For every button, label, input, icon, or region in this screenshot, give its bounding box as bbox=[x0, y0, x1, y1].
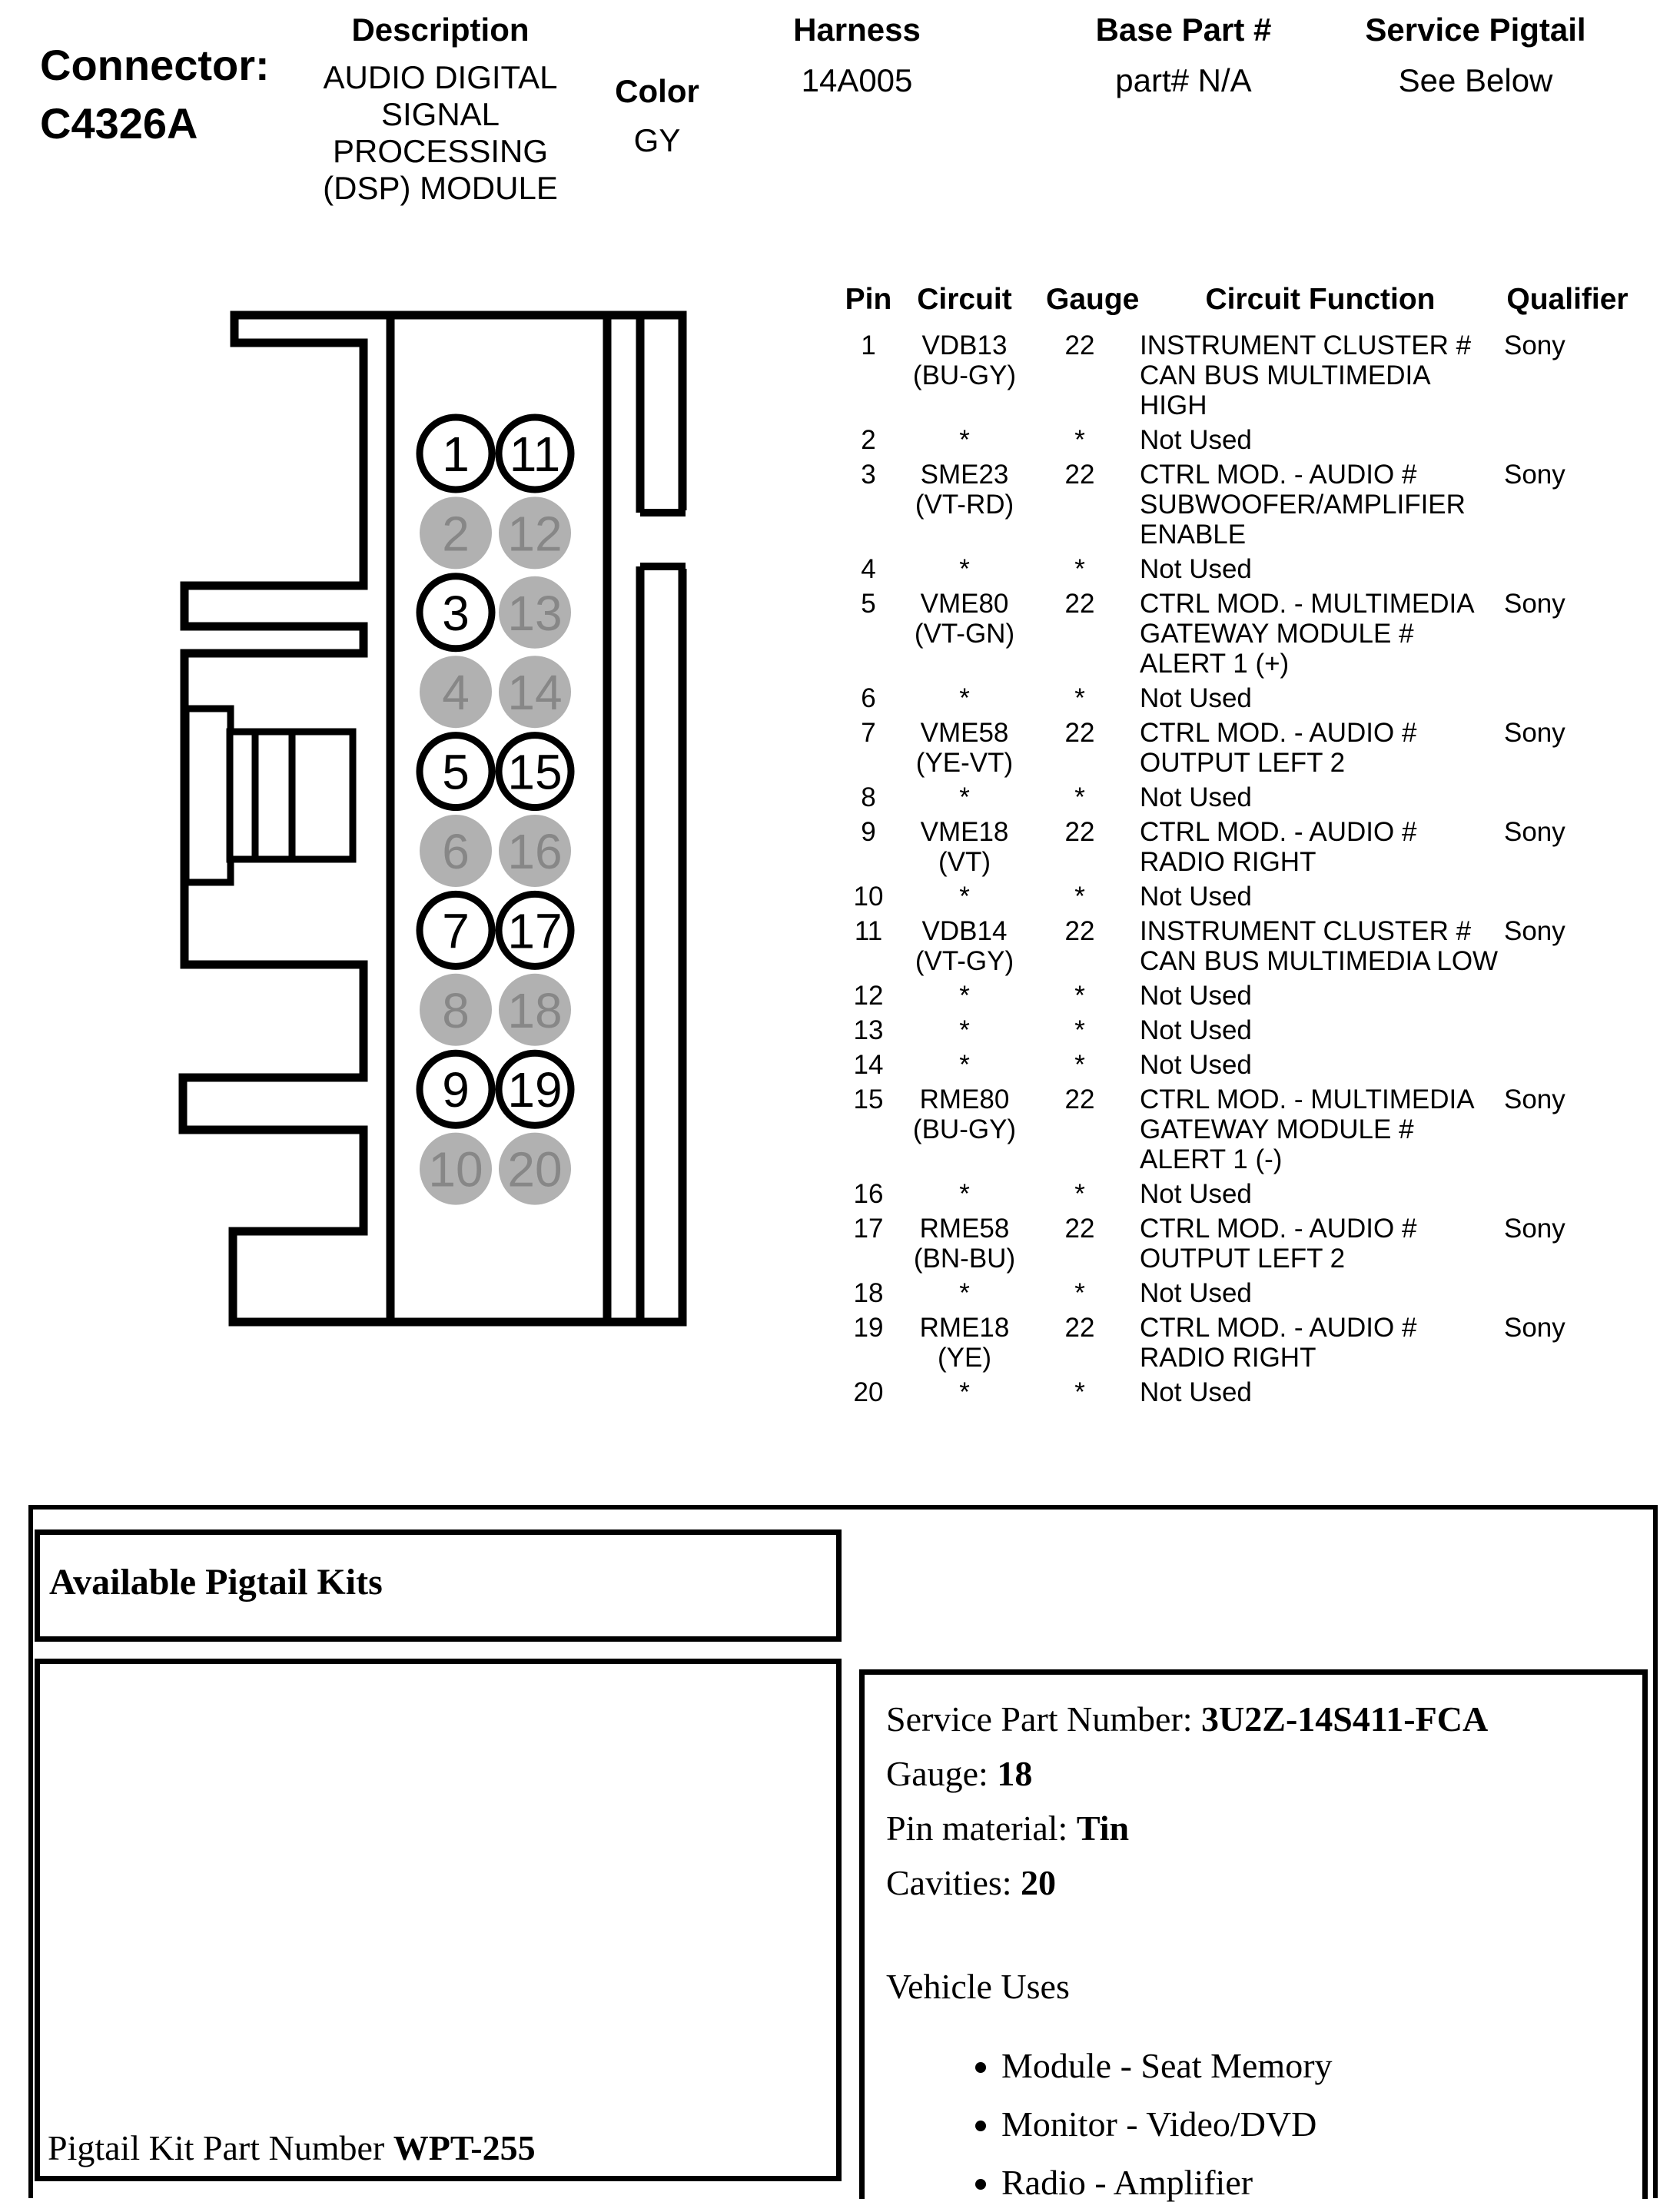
cell-pin: 2 bbox=[861, 425, 876, 455]
cell-pin: 3 bbox=[861, 460, 876, 490]
cell-circuit: VME18 (VT) bbox=[920, 817, 1009, 877]
pin-material-label: Pin material: bbox=[886, 1808, 1077, 1848]
cell-qualifier bbox=[1504, 554, 1631, 584]
cell-pin: 5 bbox=[861, 589, 876, 619]
cell-gauge: 22 bbox=[1064, 1313, 1095, 1343]
description-line: PROCESSING bbox=[332, 133, 549, 169]
cell-qualifier bbox=[1504, 1050, 1631, 1080]
cell-qualifier: Sony bbox=[1504, 916, 1565, 946]
cell-pin: 15 bbox=[853, 1084, 884, 1114]
cell-qualifier: Sony bbox=[1504, 718, 1565, 748]
cell-gauge: * bbox=[1074, 425, 1085, 455]
pigtail-kit-part-label: Pigtail Kit Part Number bbox=[48, 2128, 393, 2167]
cell-pin: 9 bbox=[861, 817, 876, 847]
pin-table-row bbox=[844, 1278, 1635, 1308]
pin-table-row bbox=[844, 589, 1635, 679]
cell-circuit: RME58 (BN-BU) bbox=[913, 1214, 1016, 1274]
description-line: (DSP) MODULE bbox=[323, 170, 558, 206]
cell-pin: 7 bbox=[861, 718, 876, 748]
cell-circuit-function: CTRL MOD. - MULTIMEDIA GATEWAY MODULE # ALERT 1 (-) bbox=[1140, 1084, 1473, 1174]
cell-qualifier bbox=[1504, 882, 1631, 912]
pigtail-kit-part-number bbox=[48, 2127, 536, 2168]
cell-gauge: * bbox=[1074, 1179, 1085, 1209]
cell-circuit: * bbox=[959, 1377, 970, 1407]
cell-circuit: * bbox=[959, 782, 970, 812]
cell-gauge: 22 bbox=[1064, 330, 1095, 360]
cell-pin: 19 bbox=[853, 1313, 884, 1343]
pin-11 bbox=[499, 417, 571, 490]
gauge-label: Gauge: bbox=[886, 1754, 998, 1793]
cell-gauge: * bbox=[1074, 981, 1085, 1011]
cell-circuit: SME23 (VT-RD) bbox=[915, 460, 1014, 520]
connector-id: C4326A bbox=[40, 99, 198, 148]
connector-label: Connector: bbox=[40, 41, 270, 89]
service-pigtail-column bbox=[1360, 12, 1591, 99]
cell-pin: 8 bbox=[861, 782, 876, 812]
cavities-value: 20 bbox=[1021, 1863, 1057, 1902]
pin-18-not-used bbox=[499, 974, 571, 1046]
svg-text:11: 11 bbox=[509, 427, 561, 482]
cell-circuit: * bbox=[959, 1015, 970, 1045]
cell-circuit-function: Not Used bbox=[1140, 782, 1252, 812]
cell-qualifier bbox=[1504, 981, 1631, 1011]
svg-text:7: 7 bbox=[442, 903, 470, 959]
cell-gauge: * bbox=[1074, 1015, 1085, 1045]
connector-right-notch bbox=[678, 510, 689, 569]
pin-13-not-used bbox=[499, 576, 571, 649]
color-column bbox=[580, 73, 734, 159]
cavities-line bbox=[886, 1855, 1627, 1910]
cell-circuit-function: Not Used bbox=[1140, 1050, 1252, 1080]
cell-circuit-function: CTRL MOD. - AUDIO # OUTPUT LEFT 2 bbox=[1140, 1214, 1417, 1274]
cell-gauge: 22 bbox=[1064, 1214, 1095, 1244]
svg-text:20: 20 bbox=[507, 1141, 563, 1197]
pin-9 bbox=[420, 1053, 492, 1125]
pin-material-line bbox=[886, 1801, 1627, 1855]
cell-pin: 18 bbox=[853, 1278, 884, 1308]
cell-pin: 14 bbox=[853, 1050, 884, 1080]
pin-table-body bbox=[844, 330, 1635, 1407]
cell-circuit: VDB13 (BU-GY) bbox=[912, 330, 1017, 390]
service-pigtail-value: See Below bbox=[1398, 62, 1553, 98]
cell-qualifier bbox=[1504, 1015, 1631, 1045]
pin-4-not-used bbox=[420, 656, 492, 728]
svg-text:12: 12 bbox=[507, 506, 563, 562]
cell-pin: 12 bbox=[853, 981, 884, 1011]
cell-pin: 4 bbox=[861, 554, 876, 584]
description-line: SIGNAL bbox=[380, 96, 500, 132]
cell-circuit: VDB14 (VT-GY) bbox=[915, 916, 1014, 976]
pin-5 bbox=[420, 736, 492, 808]
cell-gauge: * bbox=[1074, 683, 1085, 713]
cell-qualifier bbox=[1504, 1377, 1631, 1407]
cell-pin: 16 bbox=[853, 1179, 884, 1209]
pigtail-kit-box bbox=[35, 1659, 842, 2181]
cell-circuit: * bbox=[959, 425, 970, 455]
cell-pin: 1 bbox=[861, 330, 876, 360]
vehicle-use-item: • Module - Seat Memory bbox=[1001, 2037, 1627, 2095]
pin-table-row bbox=[844, 882, 1635, 912]
pin-19 bbox=[499, 1053, 571, 1125]
svg-text:14: 14 bbox=[507, 665, 563, 721]
pin-table-row bbox=[844, 718, 1635, 778]
pin-12-not-used bbox=[499, 497, 571, 569]
pin-table-row bbox=[844, 554, 1635, 584]
pin-table-row bbox=[844, 916, 1635, 976]
cell-circuit-function: Not Used bbox=[1140, 554, 1252, 584]
pin-3 bbox=[420, 576, 492, 649]
pin-6-not-used bbox=[420, 815, 492, 887]
cell-gauge: 22 bbox=[1064, 1084, 1095, 1114]
cell-qualifier bbox=[1504, 425, 1631, 455]
cell-gauge: * bbox=[1074, 782, 1085, 812]
col-header-circuit: Circuit bbox=[917, 283, 1012, 316]
pin-table-row bbox=[844, 1179, 1635, 1209]
cell-gauge: 22 bbox=[1064, 817, 1095, 847]
pin-material-value: Tin bbox=[1076, 1808, 1130, 1848]
svg-text:8: 8 bbox=[442, 982, 470, 1038]
pin-20-not-used bbox=[499, 1133, 571, 1205]
pin-table-row bbox=[844, 782, 1635, 812]
svg-text:6: 6 bbox=[442, 824, 470, 879]
cell-gauge: 22 bbox=[1064, 589, 1095, 619]
available-pigtail-kits-title: Available Pigtail Kits bbox=[49, 1562, 383, 1603]
description-column bbox=[287, 12, 594, 207]
pigtail-kit-part-value: WPT-255 bbox=[393, 2128, 536, 2167]
col-header-circuit-function: Circuit Function bbox=[1205, 283, 1436, 316]
col-header-qualifier: Qualifier bbox=[1506, 283, 1628, 316]
cell-circuit-function: Not Used bbox=[1140, 882, 1252, 912]
cell-gauge: * bbox=[1074, 554, 1085, 584]
cell-circuit-function: Not Used bbox=[1140, 1015, 1252, 1045]
service-part-number-line bbox=[886, 1692, 1627, 1746]
pin-table-row bbox=[844, 1313, 1635, 1373]
cell-qualifier: Sony bbox=[1504, 817, 1565, 847]
cell-circuit-function: Not Used bbox=[1140, 1377, 1252, 1407]
cell-gauge: * bbox=[1074, 1050, 1085, 1080]
base-part-column bbox=[1068, 12, 1299, 99]
cell-circuit-function: Not Used bbox=[1140, 425, 1252, 455]
svg-text:10: 10 bbox=[428, 1141, 483, 1197]
color-label: Color bbox=[615, 73, 699, 109]
cell-circuit-function: INSTRUMENT CLUSTER # CAN BUS MULTIMEDIA LOW bbox=[1140, 916, 1499, 976]
service-pigtail-label: Service Pigtail bbox=[1365, 12, 1586, 48]
svg-text:16: 16 bbox=[507, 824, 563, 879]
cell-qualifier: Sony bbox=[1504, 1214, 1565, 1244]
harness-label: Harness bbox=[793, 12, 921, 48]
cell-pin: 13 bbox=[853, 1015, 884, 1045]
cell-qualifier bbox=[1504, 782, 1631, 812]
available-pigtail-kits-box bbox=[35, 1529, 842, 1642]
harness-value: 14A005 bbox=[801, 62, 913, 98]
cell-circuit: * bbox=[959, 554, 970, 584]
cell-pin: 10 bbox=[853, 882, 884, 912]
pin-2-not-used bbox=[420, 497, 492, 569]
cell-circuit: RME18 (YE) bbox=[919, 1313, 1010, 1373]
svg-text:2: 2 bbox=[442, 506, 470, 562]
pin-7 bbox=[420, 894, 492, 966]
cell-circuit: VME58 (YE-VT) bbox=[915, 718, 1014, 778]
cell-circuit-function: CTRL MOD. - AUDIO # RADIO RIGHT bbox=[1140, 1313, 1417, 1373]
cell-qualifier bbox=[1504, 1179, 1631, 1209]
pin-table-row bbox=[844, 683, 1635, 713]
cell-qualifier: Sony bbox=[1504, 589, 1565, 619]
svg-text:1: 1 bbox=[442, 427, 470, 482]
svg-text:9: 9 bbox=[442, 1062, 470, 1118]
cell-circuit-function: CTRL MOD. - MULTIMEDIA GATEWAY MODULE # ALERT 1 (+) bbox=[1140, 589, 1473, 679]
pin-14-not-used bbox=[499, 656, 571, 728]
service-part-number-label: Service Part Number: bbox=[886, 1699, 1202, 1739]
svg-text:3: 3 bbox=[442, 585, 470, 641]
cell-gauge: * bbox=[1074, 882, 1085, 912]
cell-circuit: * bbox=[959, 1179, 970, 1209]
vehicle-uses-list bbox=[886, 2037, 1627, 2212]
cell-circuit: VME80 (VT-GN) bbox=[914, 589, 1015, 649]
vehicle-uses-title: Vehicle Uses bbox=[886, 1967, 1070, 2006]
cell-gauge: * bbox=[1074, 1278, 1085, 1308]
harness-column bbox=[772, 12, 941, 99]
cell-qualifier bbox=[1504, 683, 1631, 713]
cell-qualifier: Sony bbox=[1504, 330, 1565, 360]
pin-8-not-used bbox=[420, 974, 492, 1046]
cell-circuit-function: INSTRUMENT CLUSTER # CAN BUS MULTIMEDIA HIGH bbox=[1140, 330, 1472, 420]
base-part-value: part# N/A bbox=[1115, 62, 1252, 98]
color-value: GY bbox=[633, 122, 681, 158]
pin-17 bbox=[499, 894, 571, 966]
cell-circuit-function: Not Used bbox=[1140, 1278, 1252, 1308]
cell-gauge: 22 bbox=[1064, 718, 1095, 748]
pin-15 bbox=[499, 736, 571, 808]
gauge-value: 18 bbox=[997, 1754, 1033, 1793]
pin-table-row bbox=[844, 1377, 1635, 1407]
gauge-line bbox=[886, 1746, 1627, 1801]
cell-gauge: 22 bbox=[1064, 916, 1095, 946]
pin-table-row bbox=[844, 817, 1635, 877]
svg-text:18: 18 bbox=[507, 982, 563, 1038]
service-part-panel bbox=[859, 1669, 1648, 2202]
cell-circuit-function: CTRL MOD. - AUDIO # OUTPUT LEFT 2 bbox=[1140, 718, 1417, 778]
pin-table-row bbox=[844, 460, 1635, 550]
cell-pin: 6 bbox=[861, 683, 876, 713]
svg-text:5: 5 bbox=[442, 744, 470, 800]
cell-qualifier: Sony bbox=[1504, 1313, 1565, 1343]
cell-circuit: * bbox=[959, 981, 970, 1011]
cell-circuit: * bbox=[959, 1050, 970, 1080]
cell-circuit-function: Not Used bbox=[1140, 1179, 1252, 1209]
cell-circuit: RME80 (BU-GY) bbox=[912, 1084, 1017, 1144]
cell-gauge: 22 bbox=[1064, 460, 1095, 490]
pin-1 bbox=[420, 417, 492, 490]
pin-table-row bbox=[844, 1050, 1635, 1080]
description-line: AUDIO DIGITAL bbox=[323, 59, 558, 95]
svg-text:15: 15 bbox=[507, 744, 563, 800]
svg-text:13: 13 bbox=[507, 585, 563, 641]
description-label: Description bbox=[351, 12, 530, 48]
pin-table-row bbox=[844, 330, 1635, 420]
pin-table-row bbox=[844, 981, 1635, 1011]
connector-latch-detail bbox=[186, 709, 231, 882]
pin-table-header bbox=[844, 283, 1635, 317]
cell-qualifier bbox=[1504, 1278, 1631, 1308]
cell-circuit-function: Not Used bbox=[1140, 981, 1252, 1011]
cell-circuit: * bbox=[959, 683, 970, 713]
cell-pin: 17 bbox=[853, 1214, 884, 1244]
base-part-label: Base Part # bbox=[1095, 12, 1272, 48]
service-part-number-value: 3U2Z-14S411-FCA bbox=[1201, 1699, 1489, 1739]
cell-circuit-function: Not Used bbox=[1140, 683, 1252, 713]
pin-table bbox=[844, 283, 1635, 1412]
cell-qualifier: Sony bbox=[1504, 460, 1565, 490]
pin-table-row bbox=[844, 1015, 1635, 1045]
cell-gauge: * bbox=[1074, 1377, 1085, 1407]
cell-circuit-function: CTRL MOD. - AUDIO # SUBWOOFER/AMPLIFIER ENABLE bbox=[1140, 460, 1466, 550]
cell-circuit-function: CTRL MOD. - AUDIO # RADIO RIGHT bbox=[1140, 817, 1417, 877]
cell-circuit: * bbox=[959, 882, 970, 912]
pin-16-not-used bbox=[499, 815, 571, 887]
pin-table-row bbox=[844, 1214, 1635, 1274]
vehicle-use-item: • Monitor - Video/DVD bbox=[1001, 2095, 1627, 2154]
col-header-pin: Pin bbox=[845, 283, 892, 316]
pin-table-row bbox=[844, 425, 1635, 455]
svg-text:19: 19 bbox=[507, 1062, 563, 1118]
pin-10-not-used bbox=[420, 1133, 492, 1205]
vehicle-use-item: • Radio - Amplifier bbox=[1001, 2154, 1627, 2212]
cell-pin: 11 bbox=[854, 916, 883, 946]
svg-text:17: 17 bbox=[507, 903, 563, 959]
pin-table-row bbox=[844, 1084, 1635, 1174]
cavities-label: Cavities: bbox=[886, 1863, 1021, 1902]
connector-diagram bbox=[100, 292, 707, 1368]
col-header-gauge: Gauge bbox=[1046, 283, 1140, 316]
cell-circuit: * bbox=[959, 1278, 970, 1308]
cell-pin: 20 bbox=[853, 1377, 884, 1407]
svg-text:4: 4 bbox=[442, 665, 470, 721]
cell-qualifier: Sony bbox=[1504, 1084, 1565, 1114]
